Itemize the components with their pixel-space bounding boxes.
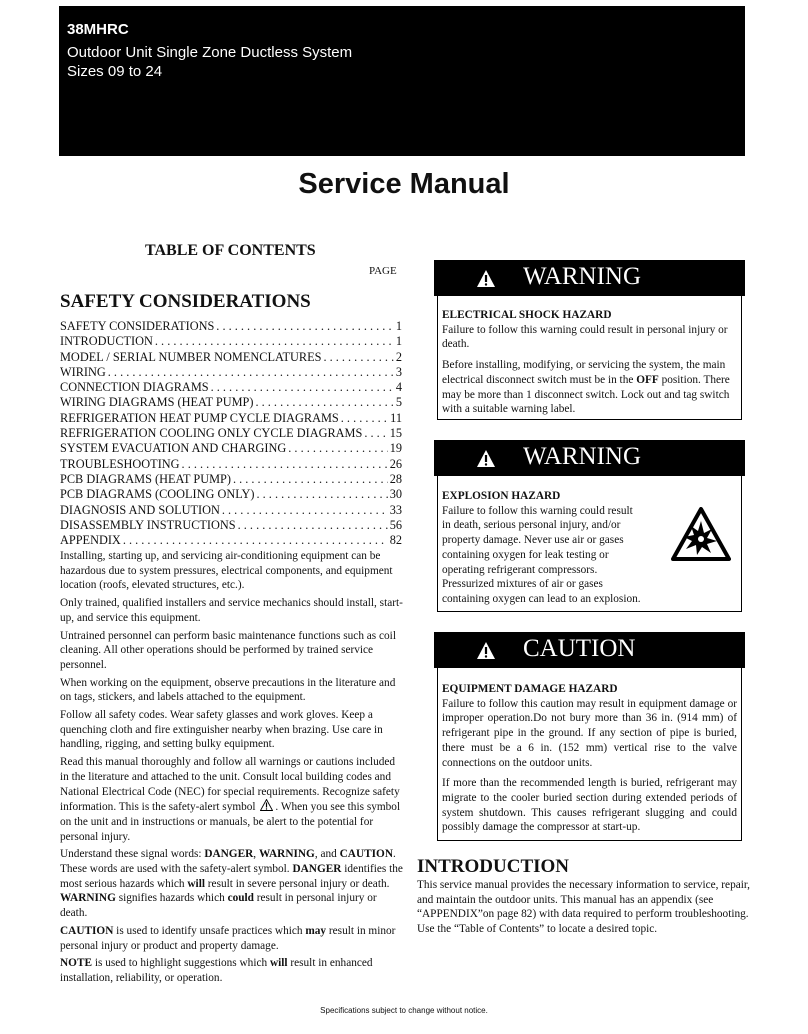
text-span: . When you see this symbol on the unit and in instructions or manuals, be alert to the potential for personal injury. (60, 801, 401, 843)
warning-triangle-icon (476, 449, 496, 468)
warning-line: in death, serious personal injury, and/or (442, 519, 621, 532)
text-span: Read this manual thoroughly and follow all warnings or cautions included in the literature and attached to the unit. Consult local building codes and National Electrical Code (NEC) for special requirements. Recognize safety information. This is the safety-alert symbol (60, 756, 400, 814)
warning-header (434, 440, 745, 476)
toc-entry[interactable] (60, 426, 402, 441)
product-sizes: Sizes 09 to 24 (67, 63, 163, 80)
toc-leader-dots (323, 350, 393, 365)
safety-paragraph (60, 956, 404, 985)
toc-entry-label: SAFETY CONSIDERATIONS (60, 319, 215, 333)
safety-paragraph: When working on the equipment, observe precautions in the literature and on tags, stickers, and labels attached to the equipment. (60, 676, 396, 704)
hazard-title: EXPLOSION HAZARD (442, 490, 561, 502)
toc-leader-dots (233, 472, 388, 487)
warning-line: property damage. Never use air or gases (442, 534, 624, 547)
text-span: result in severe personal injury or death. (204, 877, 390, 890)
safety-paragraph (60, 847, 404, 921)
warning-line: operating refrigerant compressors. (442, 563, 598, 576)
toc-leader-dots (211, 380, 394, 395)
toc-entry[interactable] (60, 457, 402, 472)
toc-heading: TABLE OF CONTENTS (145, 242, 316, 259)
toc-entry[interactable] (60, 395, 402, 410)
toc-entry[interactable] (60, 533, 402, 548)
warning-line: Pressurized mixtures of air or gases (442, 578, 603, 591)
toc-leader-dots (222, 503, 388, 518)
toc-entry-label: WIRING DIAGRAMS (HEAT PUMP) (60, 395, 254, 410)
text-span: result in enhanced installation, reliability, or operation. (60, 957, 373, 984)
toc-entry[interactable] (60, 441, 402, 456)
toc-entry[interactable] (60, 503, 402, 518)
warning-label: WARNING (523, 263, 642, 290)
toc-entry[interactable] (60, 350, 402, 365)
safety-heading: SAFETY CONSIDERATIONS (60, 291, 311, 312)
toc-entry-label: DISASSEMBLY INSTRUCTIONS (60, 517, 236, 532)
toc-entry-page: 3 (395, 364, 402, 379)
toc-leader-dots (216, 319, 394, 334)
toc-entry[interactable] (60, 518, 402, 533)
footer-note: Specifications subject to change without notice. (320, 1006, 488, 1015)
toc-entry-label: MODEL / SERIAL NUMBER NOMENCLATURES (60, 349, 322, 364)
caution-text: Failure to follow this caution may result in equipment damage or improper operation.Do not bury more than 36 in. (914 mm) of refrigerant pipe in the ground. If any section of pipe is buried, there must be a 6 in. (152 mm) vertical rise to the valve connections on the outdoor units. (442, 697, 737, 769)
toc-entry-page: 11 (390, 410, 402, 425)
toc-entry-page: 19 (389, 441, 402, 456)
emphasis-off: OFF (636, 373, 659, 386)
toc-entry-label: PCB DIAGRAMS (COOLING ONLY) (60, 487, 255, 502)
warning-line: containing oxygen for leak testing or (442, 548, 609, 561)
text-span: is used to highlight suggestions which (92, 957, 270, 970)
toc-entry[interactable] (60, 380, 402, 395)
warning-triangle-icon (476, 269, 496, 288)
text-span: Understand these signal words: (60, 848, 205, 861)
toc-entry-label: INTRODUCTION (60, 334, 153, 349)
explosion-warning-box (437, 476, 742, 612)
toc-leader-dots (238, 518, 388, 533)
toc-entry-label: REFRIGERATION COOLING ONLY CYCLE DIAGRAMS (60, 426, 363, 441)
text-span: , (253, 848, 259, 861)
toc-entry-label: REFRIGERATION HEAT PUMP CYCLE DIAGRAMS (60, 410, 339, 425)
signal-word-note: NOTE (60, 957, 93, 970)
toc-leader-dots (364, 426, 387, 441)
caution-text: If more than the recommended length is buried, refrigerant may migrate to the cooler buried section during extended periods of system shutdown. This causes refrigerant slugging and could possibly damage the compressor at start-up. (442, 777, 737, 834)
warning-line: Failure to follow this warning could result (442, 504, 633, 517)
introduction-body: This service manual provides the necessary information to service, repair, and maintain the outdoor units. This manual has an appendix (see “APPENDIX”on page 82) with data required to perform troubleshooting. Use the “Table of Contents” to locate a desired topic. (417, 879, 750, 936)
safety-paragraph: Only trained, qualified installers and service mechanics should install, start-up, and service this equipment. (60, 597, 403, 624)
caution-box (437, 668, 742, 841)
toc-entry[interactable] (60, 472, 402, 487)
toc-entry[interactable] (60, 411, 402, 426)
caution-header (434, 632, 745, 668)
toc-entry[interactable] (60, 319, 402, 334)
toc-entry-label: TROUBLESHOOTING (60, 456, 180, 471)
toc-leader-dots (155, 334, 394, 349)
toc-leader-dots (341, 411, 388, 426)
text-span: position. There may be more than 1 disconnect switch. Lock out and tag switch with a suitable warning label. (442, 373, 730, 416)
safety-paragraph (60, 924, 404, 953)
toc-leader-dots (288, 441, 387, 456)
toc-entry[interactable] (60, 365, 402, 380)
model-number: 38MHRC (67, 21, 129, 38)
toc-entry-label: WIRING (60, 364, 106, 379)
toc-leader-dots (108, 365, 394, 380)
toc-leader-dots (257, 487, 388, 502)
emphasis-will: will (269, 957, 288, 970)
signal-word-warning: WARNING (60, 892, 116, 905)
warning-triangle-icon (476, 641, 496, 660)
toc-entry-label: APPENDIX (60, 533, 121, 548)
toc-leader-dots (255, 395, 393, 410)
toc-entry-page: 82 (389, 533, 402, 548)
introduction-heading: INTRODUCTION (417, 856, 570, 877)
toc-entry-page: 33 (389, 502, 402, 517)
signal-word-caution: CAUTION (60, 924, 114, 937)
warning-line: containing oxygen can lead to an explosion. (442, 592, 641, 605)
emphasis-will: will (187, 877, 205, 890)
caution-label: CAUTION (523, 635, 636, 662)
hazard-title: EQUIPMENT DAMAGE HAZARD (442, 683, 618, 695)
text-span: , and (314, 848, 340, 861)
toc-leader-dots (123, 533, 388, 548)
text-span: Before installing, modifying, or servicing the system, the main electrical disconnect switch must be in the (442, 359, 726, 386)
text-span: result in minor personal injury or product and property damage. (60, 924, 396, 952)
emphasis-could: could (227, 892, 254, 905)
text-span: identifies the most serious hazards which (60, 863, 403, 890)
toc-entry[interactable] (60, 334, 402, 349)
warning-header (434, 260, 745, 296)
text-span: . These words are used with the safety-alert symbol. (60, 848, 396, 876)
toc-entry-page: 4 (395, 380, 402, 395)
text-span: result in personal injury or death. (60, 892, 377, 920)
table-of-contents (60, 319, 402, 548)
page-title: Service Manual (298, 168, 510, 200)
safety-alert-icon (260, 799, 273, 811)
toc-page-label: PAGE (369, 265, 397, 277)
toc-entry-label: CONNECTION DIAGRAMS (60, 380, 209, 395)
toc-entry-page: 2 (395, 349, 402, 364)
signal-word-danger: DANGER (204, 848, 254, 861)
signal-word-warning: WARNING (258, 848, 315, 861)
warning-text: Failure to follow this warning could result in personal injury or death. (442, 323, 728, 351)
product-description: Outdoor Unit Single Zone Ductless System (67, 44, 353, 61)
hazard-title: ELECTRICAL SHOCK HAZARD (442, 309, 612, 321)
toc-entry-label: PCB DIAGRAMS (HEAT PUMP) (60, 471, 231, 486)
toc-entry-page: 30 (389, 487, 402, 502)
toc-entry-page: 28 (389, 471, 402, 486)
text-span: signifies hazards which (115, 892, 228, 905)
safety-paragraph: Untrained personnel can perform basic maintenance functions such as coil cleaning. All other operations should be performed by trained service personnel. (60, 629, 396, 671)
emphasis-may: may (305, 924, 327, 937)
explosion-hazard-icon (671, 507, 731, 562)
toc-entry-page: 1 (395, 319, 402, 333)
signal-word-danger: DANGER (292, 863, 342, 876)
toc-entry-page: 5 (395, 395, 402, 410)
safety-paragraph: Follow all safety codes. Wear safety glasses and work gloves. Keep a quenching cloth and fire extinguisher nearby when brazing. Use care in handling, rigging, and setting bulky equipment. (60, 709, 383, 751)
toc-entry-page: 26 (389, 456, 402, 471)
toc-leader-dots (182, 457, 388, 472)
toc-entry-page: 1 (395, 334, 402, 349)
warning-label: WARNING (523, 443, 642, 470)
toc-entry-page: 15 (389, 426, 402, 441)
text-span: is used to identify unsafe practices which (113, 924, 306, 937)
toc-entry-label: DIAGNOSIS AND SOLUTION (60, 502, 220, 517)
electrical-warning-box (437, 296, 742, 420)
signal-word-caution: CAUTION (339, 848, 393, 861)
toc-entry-label: SYSTEM EVACUATION AND CHARGING (60, 441, 287, 456)
safety-body (60, 549, 404, 989)
warning-text (442, 358, 737, 417)
safety-paragraph: Installing, starting up, and servicing air-conditioning equipment can be hazardous due to system pressures, electrical components, and equipment location (roofs, elevated structures, etc.). (60, 550, 393, 592)
safety-paragraph (60, 755, 404, 844)
header-banner (59, 6, 745, 156)
toc-entry[interactable] (60, 487, 402, 502)
toc-entry-page: 56 (389, 517, 402, 532)
